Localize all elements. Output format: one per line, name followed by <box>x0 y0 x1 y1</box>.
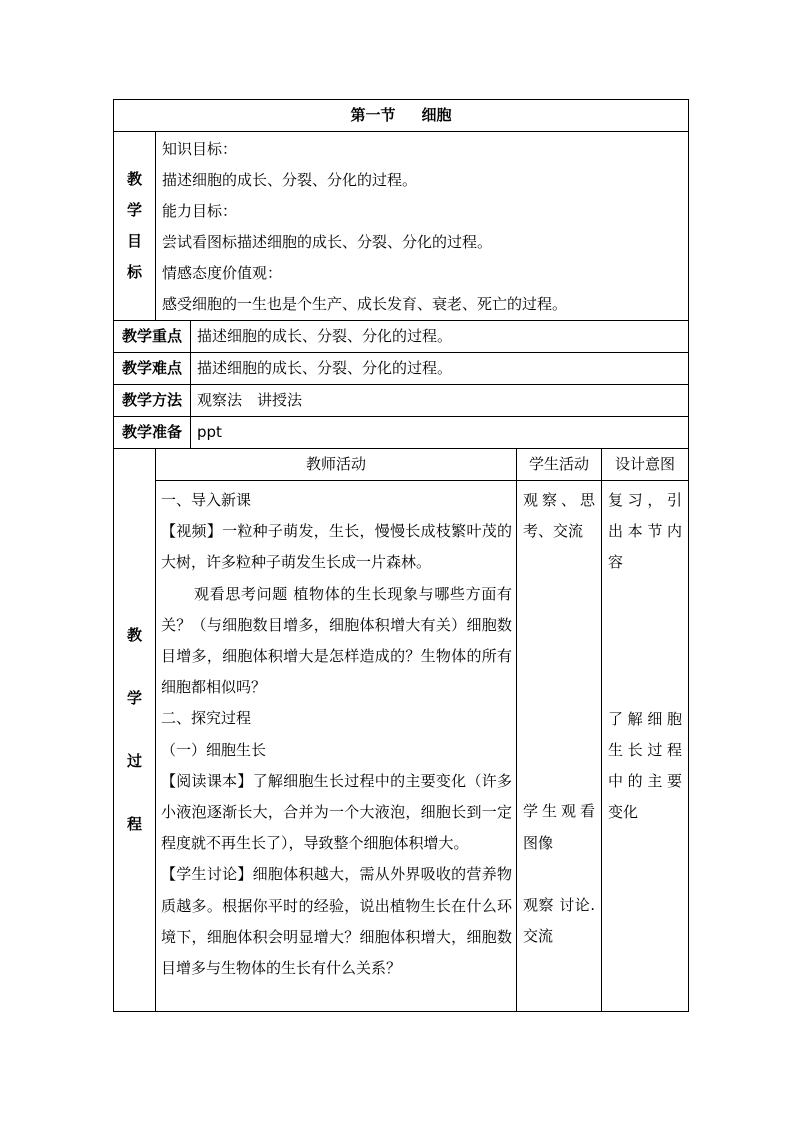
title-row <box>114 100 689 132</box>
ability-goal-heading: 能力目标： <box>162 202 238 220</box>
discussion-paragraph: 【学生讨论】细胞体积越大，需从外界吸收的营养物质越多。根据你平时的经验，说出植物生长在什么环境下，细胞体积会明显增大？细胞体积增大，细胞数目增多与生物体的生长有什么关系？ <box>161 865 512 978</box>
design-intent-2: 了解细胞生长过程中的主要变化 <box>608 709 682 822</box>
difficulty-label: 教学难点 <box>114 353 191 385</box>
lesson-title <box>114 100 689 132</box>
key-point-value: 描述细胞的成长、分裂、分化的过程。 <box>191 321 689 353</box>
preparation-value: ppt <box>191 417 689 449</box>
student-activity-3: 观察 讨论.交流 <box>523 895 595 946</box>
student-activity-2: 学生观看图像 <box>523 802 595 852</box>
student-activity-header: 学生活动 <box>517 449 602 481</box>
process-header-row <box>114 449 689 481</box>
attitude-goal-text: 感受细胞的一生也是个生产、成长发育、衰老、死亡的过程。 <box>162 295 568 313</box>
process-content-row <box>114 481 689 1012</box>
knowledge-goal-heading: 知识目标： <box>162 140 238 158</box>
attitude-goal-heading: 情感态度价值观： <box>162 264 283 282</box>
section-intro-heading: 一、导入新课 <box>161 491 252 509</box>
process-label: 教 学 过 程 <box>114 449 156 1012</box>
design-intent-content <box>602 481 689 1012</box>
design-intent-header: 设计意图 <box>602 449 689 481</box>
section-topic: 细胞 <box>421 106 452 124</box>
lesson-plan-table <box>113 99 689 1012</box>
section-number: 第一节 <box>350 106 396 124</box>
method-value: 观察法 讲授法 <box>191 385 689 417</box>
difficulty-value: 描述细胞的成长、分裂、分化的过程。 <box>191 353 689 385</box>
preparation-row <box>114 417 689 449</box>
objectives-row <box>114 132 689 321</box>
key-point-row <box>114 321 689 353</box>
key-point-label: 教学重点 <box>114 321 191 353</box>
design-intent-1: 复习，引出本节内容 <box>608 491 682 572</box>
method-row <box>114 385 689 417</box>
teacher-activity-content <box>156 481 517 1012</box>
difficulty-row <box>114 353 689 385</box>
video-paragraph: 【视频】一粒种子萌发，生长，慢慢长成枝繁叶茂的大树，许多粒种子萌发生长成一片森林。 <box>161 522 512 572</box>
method-label: 教学方法 <box>114 385 191 417</box>
student-activity-content <box>517 481 602 1012</box>
objectives-label: 教 学 目 标 <box>114 132 156 321</box>
cell-growth-heading: （一）细胞生长 <box>161 740 267 759</box>
objectives-content <box>156 132 689 321</box>
question-paragraph: 观看思考问题 植物体的生长现象与哪些方面有关？（与细胞数目增多，细胞体积增大有关）细胞数目增多，细胞体积增大是怎样造成的？生物体的所有细胞都相似吗？ <box>161 584 512 697</box>
reading-paragraph: 【阅读课本】了解细胞生长过程中的主要变化（许多小液泡逐渐长大，合并为一个大液泡，细胞长到一定程度就不再生长了），导致整个细胞体积增大。 <box>161 771 512 853</box>
preparation-label: 教学准备 <box>114 417 191 449</box>
ability-goal-text: 尝试看图标描述细胞的成长、分裂、分化的过程。 <box>162 233 493 251</box>
knowledge-goal-text: 描述细胞的成长、分裂、分化的过程。 <box>162 171 418 189</box>
teacher-activity-header: 教师活动 <box>156 449 517 481</box>
explore-heading: 二、探究过程 <box>161 709 252 728</box>
student-activity-1: 观察、思考、交流 <box>523 491 595 541</box>
